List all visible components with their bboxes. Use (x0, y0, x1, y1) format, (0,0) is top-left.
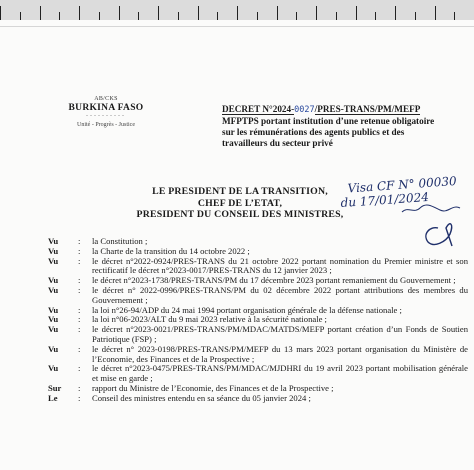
vu-colon: : (78, 255, 81, 266)
vu-text: le décret n°2023-0021/PRES-TRANS/PM/MDAC/MATDS/MEFP portant création d’un Fonds de Soutien Patriotique (FSP) ; (92, 324, 468, 344)
vu-text: la Constitution ; (92, 236, 148, 246)
national-motto: Unité - Progrès - Justice (77, 122, 135, 128)
decree-number-suffix: /PRES-TRANS/PM/MEFP (314, 104, 421, 114)
visa-date: du 17/01/2024 (340, 189, 430, 211)
vu-keyword: Le (48, 392, 58, 403)
decree-stamp-number: 0027 (294, 105, 315, 115)
vu-keyword: Vu (48, 343, 59, 354)
vu-text: le décret n° 2022-0996/PRES-TRANS/PM du 02 décembre 2022 portant attributions des membres du Gouvernement ; (92, 284, 468, 305)
vu-keyword: Vu (48, 236, 59, 246)
vu-colon: : (78, 236, 81, 246)
vu-text: la Charte de la transition du 14 octobre 2022 ; (92, 245, 250, 256)
vu-colon: : (78, 324, 81, 335)
list-item (48, 325, 468, 345)
country-name: BURKINA FASO (68, 103, 144, 113)
list-item (48, 286, 468, 306)
vu-text: rapport du Ministre de l’Economie, des Finances et de la Prospective ; (92, 382, 334, 393)
reference-initials: AB/CKS (94, 96, 118, 102)
decree-number-prefix: DECRET N°2024- (222, 104, 295, 114)
president-line2: CHEF DE L’ETAT, (197, 197, 283, 209)
list-item (48, 345, 468, 365)
vu-keyword: Vu (48, 255, 59, 266)
vu-list (48, 237, 468, 404)
vu-keyword: Vu (48, 363, 59, 374)
president-line3: PRESIDENT DU CONSEIL DES MINISTRES, (136, 209, 344, 220)
president-heading (120, 186, 360, 221)
decree-title-line2: MFPTPS portant institution d’une retenue obligatoire (222, 116, 435, 126)
vu-colon: : (78, 284, 81, 295)
motto-separator: ---------- (86, 113, 126, 119)
vu-colon: : (78, 343, 81, 354)
scan-edge-line (0, 26, 474, 27)
vu-colon: : (78, 392, 81, 403)
vu-colon: : (78, 245, 81, 256)
vu-text: la loi n°06-2023/ALT du 9 mai 2023 relative à la sécurité nationale ; (92, 314, 327, 325)
visa-number: Visa CF N° 00030 (347, 173, 458, 196)
ruler-marks (0, 6, 474, 20)
vu-text: la loi n°26-94/ADP du 24 mai 1994 portant organisation générale de la défense nationale ; (92, 304, 402, 315)
vu-text: le décret n°2023-0475/PRES-TRANS/PM/MDAC/MJDHRI du 19 avril 2023 portant mobilisation générale et mise en garde ; (92, 363, 468, 384)
vu-text: le décret n°2022-0924/PRES-TRANS du 21 octobre 2022 portant nomination du Premier ministre et son rectificatif le décret n°2023-0017/PRES-TRANS du 12 janvier 2023 ; (92, 255, 468, 276)
country-header (56, 96, 156, 128)
vu-colon: : (78, 304, 81, 315)
decree-title-line3: sur les rémunérations des agents publics et des (222, 127, 405, 137)
list-item (48, 394, 468, 404)
president-line1: LE PRESIDENT DE LA TRANSITION, (152, 186, 328, 197)
vu-text: Conseil des ministres entendu en sa séance du 05 janvier 2024 ; (92, 392, 311, 403)
vu-colon: : (78, 314, 81, 325)
vu-keyword: Vu (48, 304, 59, 315)
scanner-strip (0, 0, 474, 20)
list-item (48, 364, 468, 384)
vu-keyword: Vu (48, 324, 59, 335)
vu-keyword: Sur (48, 382, 62, 393)
vu-text: le décret n°2023-1738/PRES-TRANS/PM du 17 décembre 2023 portant remaniement du Gouvernement ; (92, 275, 456, 286)
vu-colon: : (78, 275, 81, 286)
list-item (48, 257, 468, 277)
vu-keyword: Vu (48, 275, 59, 286)
vu-colon: : (78, 382, 81, 393)
vu-keyword: Vu (48, 284, 59, 295)
vu-text: le décret n° 2023-0198/PRES-TRANS/PM/MEFP du 13 mars 2023 portant organisation du Ministère de l’Economie, des Finances et de la Prospective ; (92, 343, 468, 364)
decree-title (222, 104, 472, 149)
decree-title-line4: travailleurs du secteur privé (222, 138, 333, 148)
vu-keyword: Vu (48, 314, 59, 325)
vu-colon: : (78, 363, 81, 374)
vu-keyword: Vu (48, 245, 59, 256)
